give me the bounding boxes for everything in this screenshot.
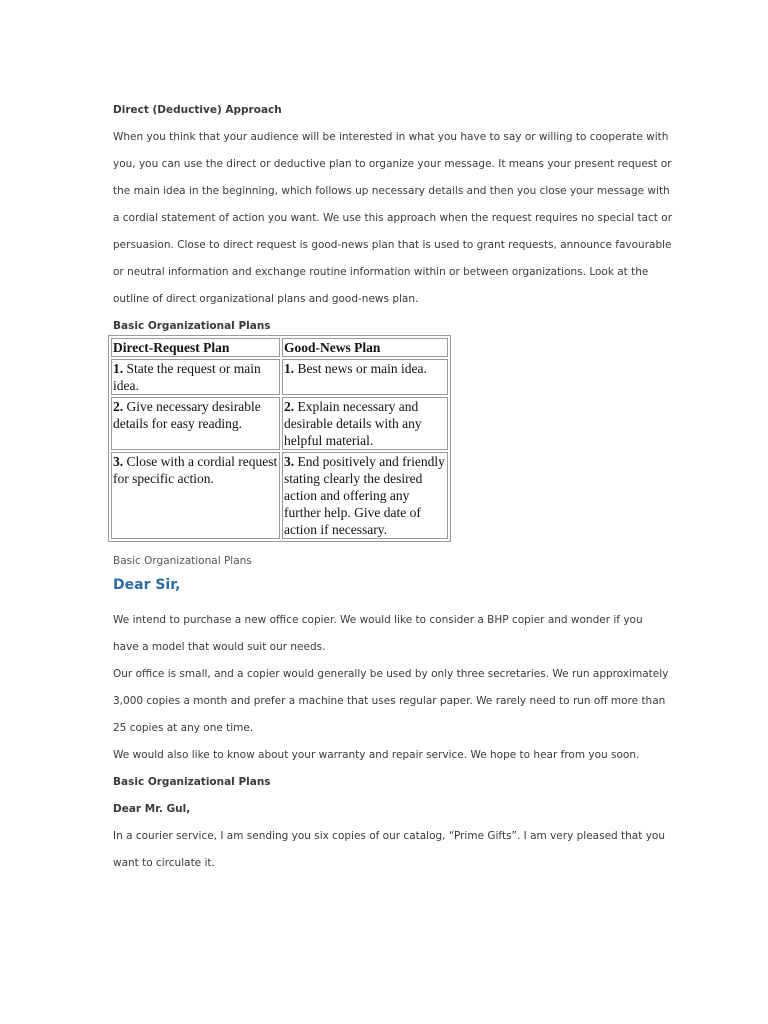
cell-text: Close with a cordial request for specific action. (113, 454, 278, 486)
letter1-line: 3,000 copies a month and prefer a machine that uses regular paper. We rarely need to run off more than (113, 695, 666, 707)
letter2-line: In a courier service, I am sending you six copies of our catalog, “Prime Gifts”. I am very pleased that you (113, 830, 665, 842)
paragraph-line: the main idea in the beginning, which follows up necessary details and then you close your message with (113, 185, 670, 197)
letter2-line: want to circulate it. (113, 857, 215, 869)
paragraph-line: persuasion. Close to direct request is good-news plan that is used to grant requests, announce favourable (113, 239, 672, 251)
table-row (111, 397, 448, 450)
cell-text: Best news or main idea. (294, 361, 427, 376)
cell-text: Explain necessary and desirable details with any helpful material. (284, 399, 422, 448)
letter1-line: 25 copies at any one time. (113, 722, 254, 734)
column-header-direct-request: Direct-Request Plan (111, 338, 280, 357)
paragraph-line: outline of direct organizational plans and good-news plan. (113, 293, 419, 305)
letter1-line: We would also like to know about your warranty and repair service. We hope to hear from you soon. (113, 749, 640, 761)
table-cell (111, 397, 280, 450)
table-cell (111, 452, 280, 539)
letter1-line: Our office is small, and a copier would generally be used by only three secretaries. We run approximately (113, 668, 669, 680)
paragraph-line: When you think that your audience will be interested in what you have to say or willing to cooperate with (113, 131, 669, 143)
table-header-row (111, 338, 448, 357)
step-number: 3. (284, 454, 295, 469)
table-caption: Basic Organizational Plans (113, 555, 252, 567)
cell-text: Give necessary desirable details for easy reading. (113, 399, 261, 431)
step-number: 3. (113, 454, 124, 469)
table-cell (282, 452, 448, 539)
paragraph-line: or neutral information and exchange routine information within or between organizations. Look at the (113, 266, 649, 278)
cell-text: State the request or main idea. (113, 361, 261, 393)
table-row (111, 359, 448, 395)
letter1-line: We intend to purchase a new office copier. We would like to consider a BHP copier and wonder if you (113, 614, 643, 626)
letter2-heading: Basic Organizational Plans (113, 776, 271, 788)
letter2-salutation: Dear Mr. Gul, (113, 803, 191, 815)
column-header-good-news: Good-News Plan (282, 338, 448, 357)
step-number: 2. (284, 399, 295, 414)
cell-text: End positively and friendly stating clearly the desired action and offering any further help. Give date of action if necessary. (284, 454, 445, 537)
step-number: 1. (284, 361, 295, 376)
table-row (111, 452, 448, 539)
plans-table (108, 335, 451, 542)
step-number: 1. (113, 361, 124, 376)
paragraph-line: you, you can use the direct or deductive plan to organize your message. It means your present request or (113, 158, 672, 170)
letter1-salutation: Dear Sir, (113, 577, 181, 593)
table-cell (282, 397, 448, 450)
paragraph-line: a cordial statement of action you want. We use this approach when the request requires no special tact or (113, 212, 673, 224)
table-title: Basic Organizational Plans (113, 320, 271, 332)
section-heading: Direct (Deductive) Approach (113, 104, 282, 116)
table-cell (111, 359, 280, 395)
letter1-line: have a model that would suit our needs. (113, 641, 326, 653)
table-cell (282, 359, 448, 395)
step-number: 2. (113, 399, 124, 414)
